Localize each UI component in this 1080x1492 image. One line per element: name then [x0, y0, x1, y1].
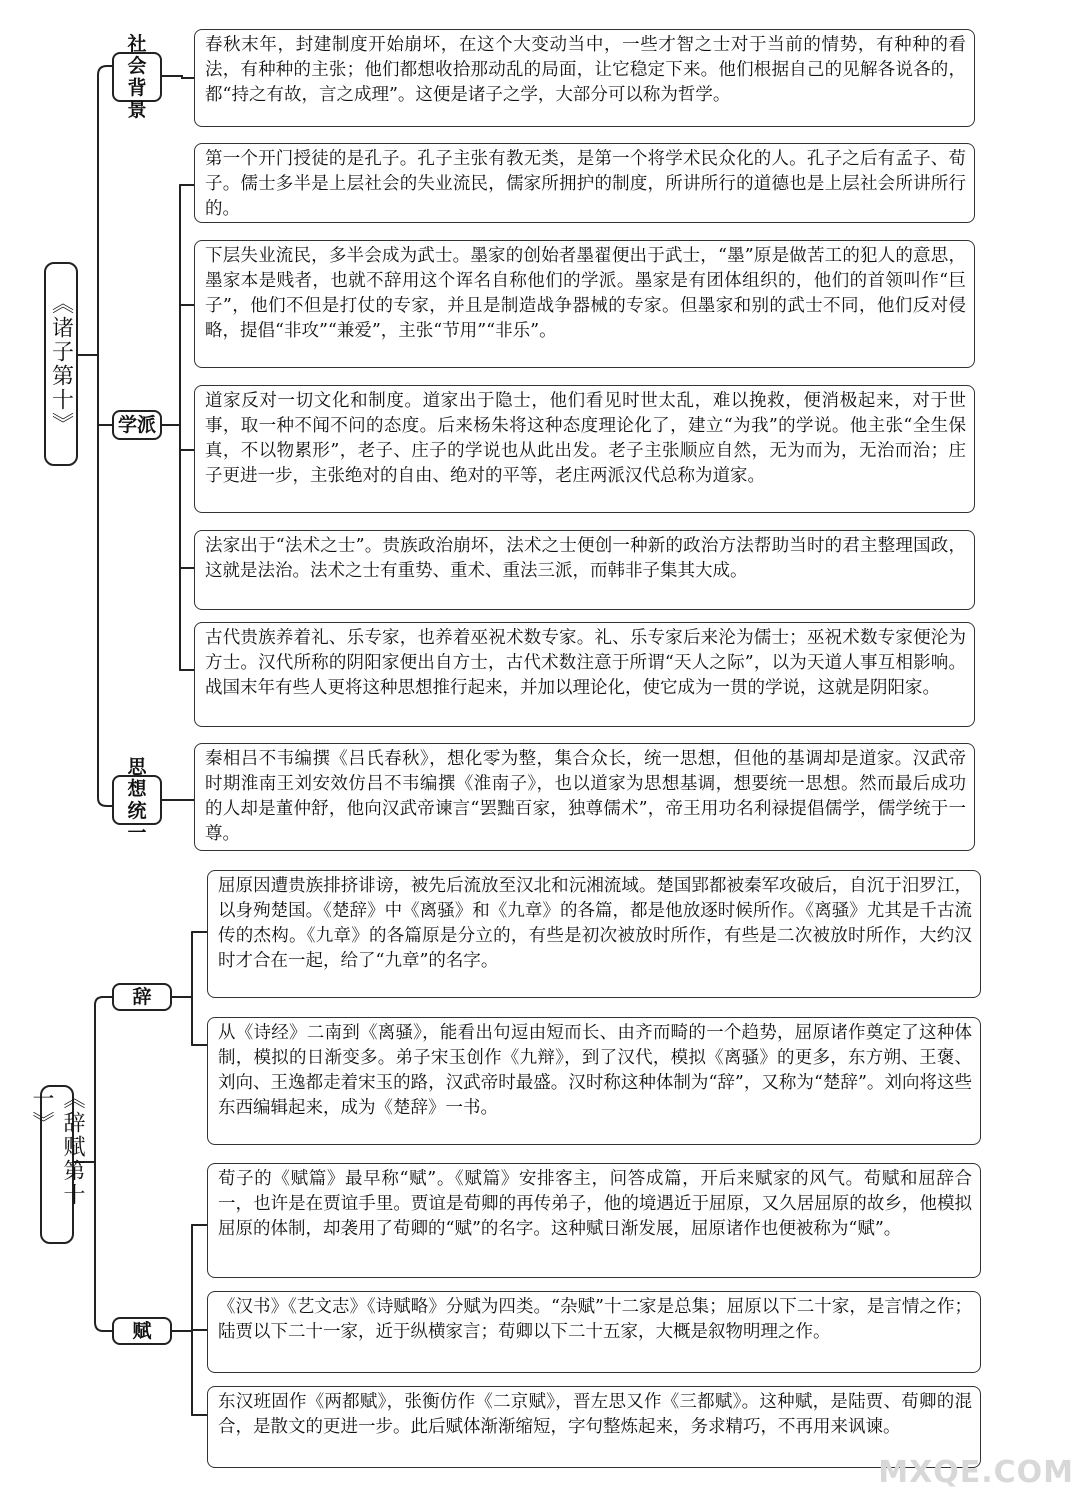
branch-fu: 赋	[112, 1317, 172, 1345]
note-ru: 第一个开门授徒的是孔子。孔子主张有教无类，是第一个将学术民众化的人。孔子之后有孟子、荀子。儒士多半是上层社会的失业流民，儒家所拥护的制度，所讲所行的道德也是上层社会所讲所行的。	[194, 143, 975, 223]
note-fu-xunzi: 荀子的《赋篇》最早称“赋”。《赋篇》安排客主，问答成篇，开后来赋家的风气。荀赋和屈辞合一，也许是在贾谊手里。贾谊是荀卿的再传弟子，他的境遇近于屈原，又久居屈原的故乡，他模拟屈原的体制，却袭用了荀卿的“赋”的名字。这种赋日渐发展，屈原诸作也便被称为“赋”。	[207, 1163, 981, 1278]
section-title-cifu: 《辞赋第十一》	[40, 1085, 74, 1244]
branch-sixiang-tongyi: 思想统一	[112, 775, 162, 825]
note-fu-liangdu: 东汉班固作《两都赋》，张衡仿作《二京赋》，晋左思又作《三都赋》。这种赋，是陆贾、荀卿的混合，是散文的更进一步。此后赋体渐渐缩短，字句整炼起来，务求精巧，不再用来讽谏。	[207, 1386, 981, 1468]
branch-xuepai: 学派	[112, 410, 162, 440]
branch-ci: 辞	[112, 983, 172, 1011]
note-mo: 下层失业流民，多半会成为武士。墨家的创始者墨翟便出于武士，“墨”原是做苦工的犯人的意思，墨家本是贱者，也就不辞用这个诨名自称他们的学派。墨家是有团体组织的，他们的首领叫作“巨子”，他们不但是打仗的专家，并且是制造战争器械的专家。但墨家和别的武士不同，他们反对侵略，提倡“非攻”“兼爱”，主张“节用”“非乐”。	[194, 240, 975, 368]
section-title-zhuzi: 《诸子第十》	[44, 262, 78, 466]
watermark: MXQE.COM	[878, 1455, 1074, 1490]
note-shehui-beijing: 春秋末年，封建制度开始崩坏，在这个大变动当中，一些才智之士对于当前的情势，有种种的看法，有种种的主张；他们都想收拾那动乱的局面，让它稳定下来。他们根据自己的见解各说各的，都“持之有故，言之成理”。这便是诸子之学，大部分可以称为哲学。	[194, 29, 975, 127]
note-ci-quyuan: 屈原因遭贵族排挤诽谤，被先后流放至汉北和沅湘流域。楚国郢都被秦军攻破后，自沉于汨罗江，以身殉楚国。《楚辞》中《离骚》和《九章》的各篇，都是他放逐时候所作。《离骚》尤其是千古流传的杰构。《九章》的各篇原是分立的，有些是初次被放时所作，有些是二次被放时所作，大约汉时才合在一起，给了“九章”的名字。	[207, 870, 981, 998]
note-yinyang: 古代贵族养着礼、乐专家，也养着巫祝术数专家。礼、乐专家后来沦为儒士；巫祝术数专家便沦为方士。汉代所称的阴阳家便出自方士，古代术数注意于所谓“天人之际”，以为天道人事互相影响。战国末年有些人更将这种思想推行起来，并加以理论化，使它成为一贯的学说，这就是阴阳家。	[194, 622, 975, 727]
note-ci-chuci: 从《诗经》二南到《离骚》，能看出句逗由短而长、由齐而畸的一个趋势，屈原诸作奠定了这种体制，模拟的日渐变多。弟子宋玉创作《九辩》，到了汉代，模拟《离骚》的更多，东方朔、王褒、刘向、王逸都走着宋玉的路，汉武帝时最盛。汉时称这种体制为“辞”，又称为“楚辞”。刘向将这些东西编辑起来，成为《楚辞》一书。	[207, 1017, 981, 1145]
note-sixiang-tongyi: 秦相吕不韦编撰《吕氏春秋》，想化零为整，集合众长，统一思想，但他的基调却是道家。汉武帝时期淮南王刘安效仿吕不韦编撰《淮南子》，也以道家为思想基调，想要统一思想。然而最后成功的人却是董仲舒，他向汉武帝谏言“罢黜百家，独尊儒术”，帝王用功名利禄提倡儒学，儒学统于一尊。	[194, 743, 975, 851]
note-fa: 法家出于“法术之士”。贵族政治崩坏，法术之士便创一种新的政治方法帮助当时的君主整理国政，这就是法治。法术之士有重势、重术、重法三派，而韩非子集其大成。	[194, 530, 975, 610]
note-dao: 道家反对一切文化和制度。道家出于隐士，他们看见时世太乱，难以挽救，便消极起来，对于世事，取一种不闻不问的态度。后来杨朱将这种态度理论化了，建立“为我”的学说。他主张“全生保真，不以物累形”，老子、庄子的学说也从此出发。老子主张顺应自然，无为而为，无治而治；庄子更进一步，主张绝对的自由、绝对的平等，老庄两派汉代总称为道家。	[194, 385, 975, 513]
branch-shehui-beijing: 社会背景	[112, 52, 162, 102]
note-fu-hanshu: 《汉书》《艺文志》《诗赋略》分赋为四类。“杂赋”十二家是总集；屈原以下二十家，是言情之作；陆贾以下二十一家，近于纵横家言；荀卿以下二十五家，大概是叙物明理之作。	[207, 1291, 981, 1373]
